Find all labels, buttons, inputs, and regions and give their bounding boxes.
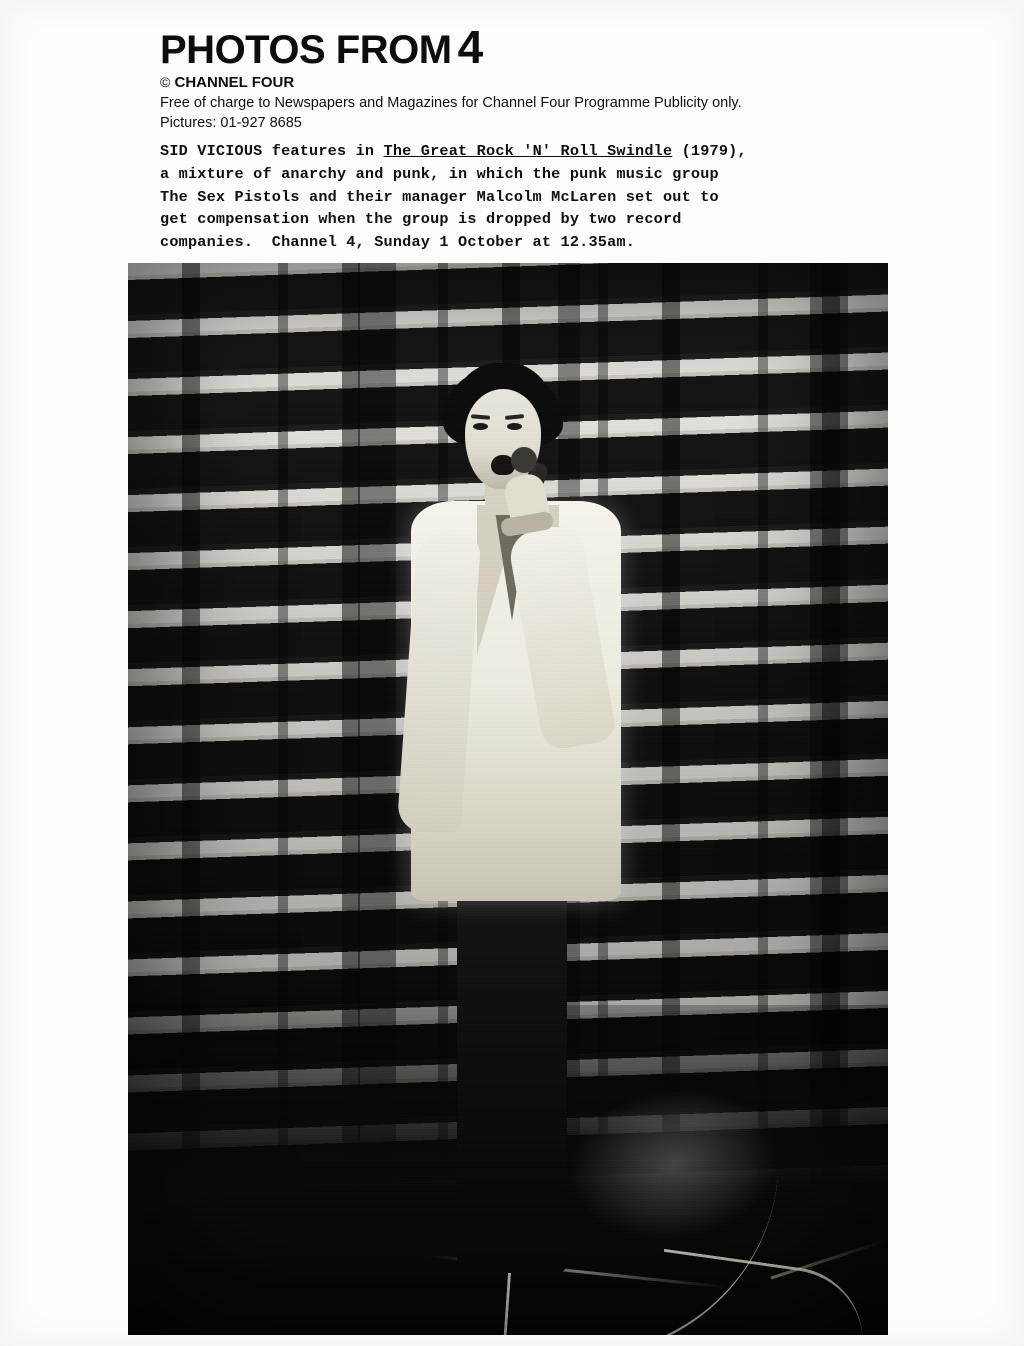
photo-subject-eye-left (473, 423, 488, 430)
film-title: The Great Rock 'N' Roll Swindle (383, 142, 673, 160)
caption-block (160, 140, 840, 254)
caption-line-1-suffix: (1979), (672, 142, 747, 160)
page-title (160, 21, 860, 73)
caption-line-2: a mixture of anarchy and punk, in which the punk music group (160, 164, 719, 183)
usage-notice: Free of charge to Newspapers and Magazines for Channel Four Programme Publicity only. (160, 95, 742, 111)
photo-subject-figure (403, 363, 633, 1335)
masthead-text: PHOTOS FROM (160, 28, 452, 72)
photo-subject-trousers (457, 883, 567, 1273)
caption-line-1 (160, 140, 840, 163)
caption-line-3: The Sex Pistols and their manager Malcolm McLaren set out to (160, 187, 719, 206)
copyright-owner: CHANNEL FOUR (174, 74, 295, 91)
caption-line-5: companies. Channel 4, Sunday 1 October at 12.35am. (160, 233, 636, 252)
photo-subject-eye-right (507, 423, 522, 430)
caption-line-1-prefix: SID VICIOUS features in (160, 142, 384, 160)
copyright-line (160, 74, 860, 91)
pictures-contact: Pictures: 01-927 8685 (160, 114, 302, 131)
document-header (160, 21, 860, 133)
copyright-icon: © (160, 74, 171, 90)
publicity-photograph (128, 263, 888, 1335)
caption-line-4: get compensation when the group is dropped by two record (160, 210, 682, 229)
masthead-number: 4 (457, 21, 483, 73)
